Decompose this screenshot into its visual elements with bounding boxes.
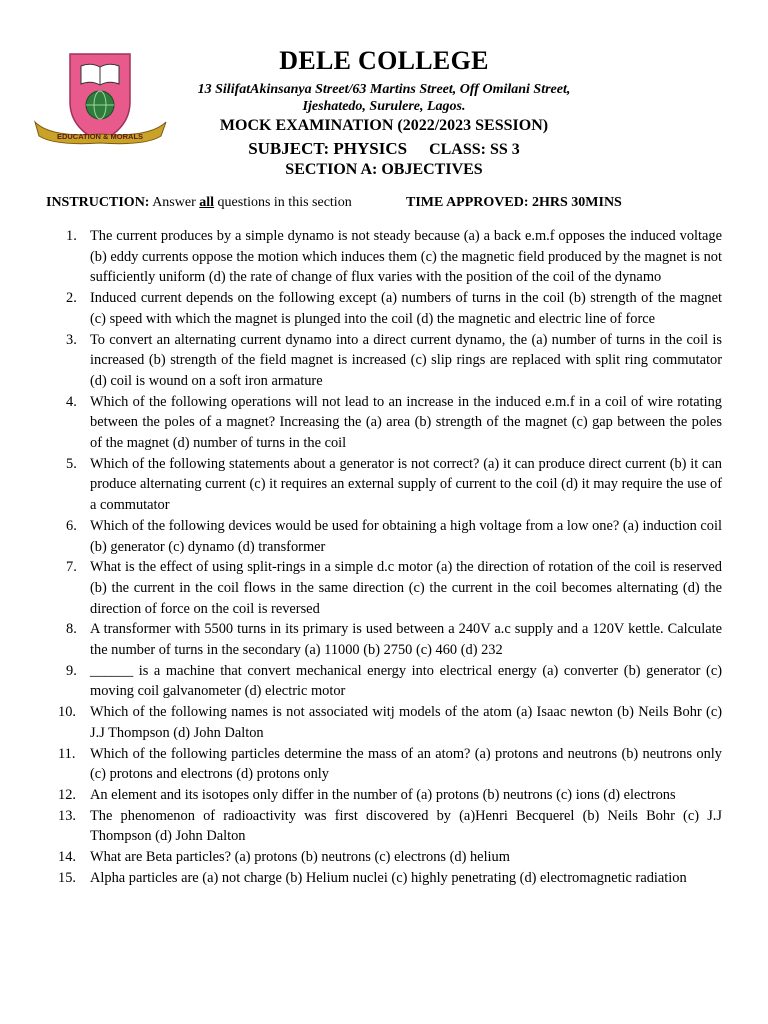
address-line-2: Ijeshatedo, Surulere, Lagos. [302,99,466,114]
question-number: 1. [66,228,77,244]
question-text: Induced current depends on the following except (a) numbers of turns in the coil (b) strength of the magnet (c) speed with which the magnet is plunged into the coil (d) the magnetic and electric line of force [90,290,722,327]
question-number: 4. [66,393,77,410]
question-text: Which of the following operations will not lead to an increase in the induced e.m.f in a coil of wire rotating between the poles of a magnet? Increasing the (a) area (b) strength of the magnet (c) gap between the poles of the magnet (d) number of turns in the coil [90,393,722,452]
question-item [66,516,722,557]
question-text: What is the effect of using split-rings in a simple d.c motor (a) the direction of rotation of the coil is reserved (b) the current in the coil flows in the same direction (c) the current in the coil becomes alternating (d) the direction of force on the coil is reversed [90,559,722,617]
question-number: 15. [58,869,76,886]
question-number: 5. [66,455,77,472]
question-number: 2. [66,290,77,307]
question-text: A transformer with 5500 turns in its primary is used between a 240V a.c supply and a 120V kettle. Calculate the number of turns in the secondary (a) 11000 (b) 2750 (c) 460 (d) 232 [90,621,722,659]
question-number: 13. [58,807,76,824]
instruction-label: INSTRUCTION: [46,195,150,210]
instruction-line [46,195,746,211]
logo-motto: EDUCATION & MORALS [56,132,144,141]
question-text: The phenomenon of radioactivity was first discovered by (a)Henri Becquerel (b) Neils Bohr (c) J.J Thompson (d) John Dalton [90,807,722,845]
subject-class-line [0,139,768,159]
question-item [66,619,722,660]
question-item [58,744,722,785]
question-number: 11. [58,745,76,762]
question-text: To convert an alternating current dynamo into a direct current dynamo, the (a) number of turns in the coil is increased (b) strength of the field magnet is increased (c) slip rings are replaced with split ring commutator (d) coil is wound on a soft iron armature [90,331,722,389]
question-number: 7. [66,559,77,576]
instruction-text-before: Answer [149,195,200,210]
question-number: 10. [58,704,76,721]
question-item [66,288,722,329]
question-item [66,330,722,392]
exam-title: MOCK EXAMINATION (2022/2023 SESSION) [219,117,549,134]
subject-label: SUBJECT: PHYSICS [248,139,408,158]
question-number: 12. [58,786,76,803]
question-item [58,785,722,806]
question-item [58,806,722,847]
instruction-text-after: questions in this section [214,195,352,210]
question-list [58,226,722,889]
section-title: SECTION A: OBJECTIVES [285,161,483,178]
question-item [58,702,722,743]
question-text: What are Beta particles? (a) protons (b) neutrons (c) electrons (d) helium [90,849,510,866]
instruction-emphasis: all [199,195,215,210]
question-text: Alpha particles are (a) not charge (b) Helium nuclei (c) highly penetrating (d) electromagnetic radiation [90,869,687,886]
question-number: 6. [66,517,77,534]
question-text: Which of the following devices would be used for obtaining a high voltage from a low one? (a) induction coil (b) generator (c) dynamo (d) transformer [90,517,722,555]
question-item [66,392,722,454]
time-approved: TIME APPROVED: 2HRS 30MINS [406,195,622,210]
question-item [66,226,722,288]
school-name: DELE COLLEGE [279,46,489,75]
question-number: 8. [66,621,77,638]
question-number: 14. [58,849,76,866]
question-item [58,868,722,889]
address-line-1: 13 SilifatAkinsanya Street/63 Martins Street, Off Omilani Street, [197,82,571,97]
class-label: CLASS: SS 3 [429,141,520,158]
question-text: The current produces by a simple dynamo is not steady because (a) a back e.m.f opposes the induced voltage (b) eddy currents oppose the motion which induces them (c) the magnetic field produced by the magnet is not sufficiently uniform (d) the rate of change of flux varies with the position of the coil of the dynamo [90,228,722,286]
question-text: ______ is a machine that convert mechanical energy into electrical energy (a) converter (b) generator (c) moving coil galvanometer (d) electric motor [90,662,722,700]
question-item [66,557,722,619]
question-item [66,454,722,516]
question-item [58,847,722,868]
question-text: Which of the following names is not associated witj models of the atom (a) Isaac newton (b) Neils Bohr (c) J.J Thompson (d) John Dalton [90,704,722,741]
question-text: Which of the following statements about a generator is not correct? (a) it can produce direct current (b) it can produce alternating current (c) it requires an external supply of current to the coil (d) it may require the use of a commutator [90,455,722,514]
question-text: An element and its isotopes only differ in the number of (a) protons (b) neutrons (c) ions (d) electrons [90,786,676,803]
question-number: 3. [66,331,77,348]
question-text: Which of the following particles determine the mass of an atom? (a) protons and neutrons (b) neutrons only (c) protons and electrons (d) protons only [90,745,722,783]
question-item [66,661,722,702]
question-number: 9. [66,662,77,679]
